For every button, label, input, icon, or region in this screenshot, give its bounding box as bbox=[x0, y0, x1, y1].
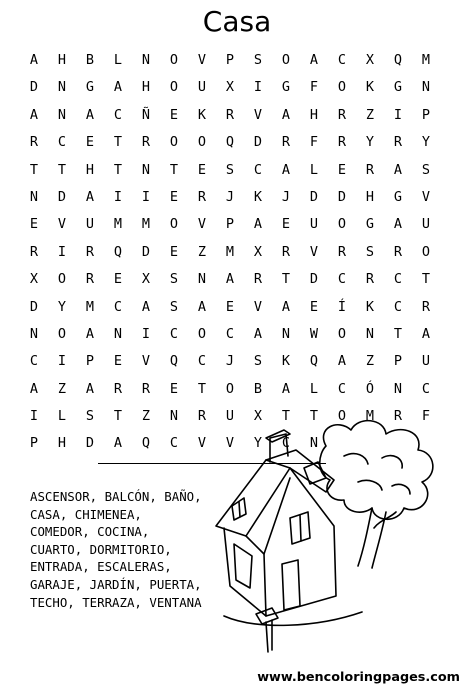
grid-letter: I bbox=[393, 106, 403, 123]
grid-letter: N bbox=[141, 161, 151, 178]
grid-letter: T bbox=[113, 134, 123, 151]
grid-letter: E bbox=[309, 298, 319, 315]
grid-letter: V bbox=[197, 216, 207, 233]
grid-letter: P bbox=[421, 106, 431, 123]
grid-letter: A bbox=[225, 271, 235, 288]
grid-letter: K bbox=[197, 106, 207, 123]
grid-letter: E bbox=[85, 134, 95, 151]
grid-letter: Q bbox=[309, 353, 319, 370]
grid-letter: R bbox=[85, 271, 95, 288]
grid-letter: E bbox=[281, 216, 291, 233]
website-footer: www.bencoloringpages.com bbox=[257, 670, 460, 685]
grid-letter: D bbox=[309, 188, 319, 205]
grid-letter: I bbox=[57, 353, 67, 370]
grid-row bbox=[20, 348, 440, 375]
grid-letter: N bbox=[29, 188, 39, 205]
grid-letter: A bbox=[141, 298, 151, 315]
grid-letter: H bbox=[141, 79, 151, 96]
grid-letter: C bbox=[337, 271, 347, 288]
grid-letter: N bbox=[309, 435, 319, 452]
grid-letter: T bbox=[309, 408, 319, 425]
grid-letter: S bbox=[253, 353, 263, 370]
grid-letter: E bbox=[113, 271, 123, 288]
grid-letter: C bbox=[337, 380, 347, 397]
grid-letter: O bbox=[57, 271, 67, 288]
grid-letter: V bbox=[225, 435, 235, 452]
grid-letter: R bbox=[421, 298, 431, 315]
grid-letter: C bbox=[281, 435, 291, 452]
grid-letter: M bbox=[85, 298, 95, 315]
grid-letter: P bbox=[225, 216, 235, 233]
grid-letter: I bbox=[141, 325, 151, 342]
grid-letter: R bbox=[253, 271, 263, 288]
grid-letter: R bbox=[337, 134, 347, 151]
grid-letter: S bbox=[85, 408, 95, 425]
grid-letter: Q bbox=[393, 52, 403, 68]
word-list-line: CUARTO, DORMITORIO, bbox=[30, 541, 172, 557]
grid-letter: A bbox=[29, 380, 39, 397]
grid-letter: Z bbox=[365, 353, 375, 370]
grid-letter: O bbox=[337, 216, 347, 233]
page-title: Casa bbox=[202, 5, 272, 38]
grid-letter: O bbox=[169, 134, 179, 151]
grid-letter: I bbox=[57, 243, 67, 260]
grid-letter: Y bbox=[57, 298, 67, 315]
grid-letter: Q bbox=[141, 435, 151, 452]
grid-letter: Z bbox=[365, 106, 375, 123]
grid-letter: U bbox=[225, 408, 235, 425]
grid-letter: N bbox=[141, 52, 151, 68]
grid-letter: B bbox=[253, 380, 263, 397]
grid-letter: N bbox=[57, 106, 67, 123]
grid-letter: I bbox=[253, 79, 263, 96]
grid-letter: Y bbox=[421, 134, 431, 151]
grid-letter: H bbox=[85, 161, 95, 178]
grid-letter: C bbox=[29, 353, 39, 370]
grid-row bbox=[20, 184, 440, 211]
grid-letter: E bbox=[169, 380, 179, 397]
grid-letter: N bbox=[29, 325, 39, 342]
grid-letter: A bbox=[253, 325, 263, 342]
grid-letter: G bbox=[393, 79, 403, 96]
grid-letter: T bbox=[281, 271, 291, 288]
grid-letter: D bbox=[309, 271, 319, 288]
grid-letter: M bbox=[141, 216, 151, 233]
grid-letter: H bbox=[365, 188, 375, 205]
grid-letter: M bbox=[113, 216, 123, 233]
grid-letter: V bbox=[421, 188, 431, 205]
grid-row bbox=[20, 211, 440, 238]
grid-row bbox=[20, 157, 440, 184]
grid-letter: O bbox=[225, 380, 235, 397]
grid-letter: C bbox=[253, 161, 263, 178]
grid-letter: K bbox=[365, 298, 375, 315]
grid-letter: R bbox=[197, 408, 207, 425]
grid-letter: P bbox=[85, 353, 95, 370]
grid-letter: A bbox=[393, 216, 403, 233]
grid-letter: C bbox=[337, 52, 347, 68]
grid-letter: R bbox=[281, 134, 291, 151]
word-list-line: ASCENSOR, BALCÓN, BAÑO, bbox=[30, 489, 202, 504]
grid-letter: T bbox=[29, 161, 39, 178]
grid-letter: N bbox=[57, 79, 67, 96]
grid-letter: V bbox=[309, 243, 319, 260]
grid-letter: T bbox=[197, 380, 207, 397]
grid-letter: C bbox=[57, 134, 67, 151]
grid-letter: S bbox=[421, 161, 431, 178]
grid-letter: A bbox=[197, 298, 207, 315]
grid-letter: A bbox=[281, 298, 291, 315]
grid-letter: R bbox=[113, 380, 123, 397]
grid-letter: C bbox=[197, 353, 207, 370]
grid-letter: C bbox=[225, 325, 235, 342]
grid-letter: T bbox=[421, 271, 431, 288]
grid-letter: A bbox=[309, 52, 319, 68]
grid-letter: T bbox=[113, 408, 123, 425]
grid-letter: F bbox=[309, 79, 319, 96]
grid-letter: N bbox=[197, 271, 207, 288]
grid-row bbox=[20, 294, 440, 321]
grid-letter: A bbox=[281, 380, 291, 397]
grid-letter: F bbox=[421, 408, 431, 425]
grid-letter: E bbox=[169, 106, 179, 123]
grid-letter: N bbox=[281, 325, 291, 342]
grid-letter: O bbox=[421, 243, 431, 260]
grid-letter: R bbox=[337, 243, 347, 260]
grid-letter: O bbox=[197, 134, 207, 151]
grid-letter: L bbox=[57, 408, 67, 425]
grid-letter: U bbox=[421, 216, 431, 233]
grid-letter: R bbox=[197, 188, 207, 205]
grid-letter: R bbox=[393, 134, 403, 151]
grid-row bbox=[20, 129, 440, 156]
grid-row bbox=[20, 47, 440, 74]
grid-row bbox=[20, 239, 440, 266]
grid-letter: E bbox=[337, 161, 347, 178]
grid-letter: Z bbox=[141, 408, 151, 425]
grid-letter: A bbox=[85, 325, 95, 342]
grid-row bbox=[20, 266, 440, 293]
grid-letter: J bbox=[281, 188, 291, 205]
grid-letter: N bbox=[421, 79, 431, 96]
grid-letter: D bbox=[29, 79, 39, 96]
word-list-line: GARAJE, JARDÍN, PUERTA, bbox=[30, 576, 202, 592]
grid-letter: V bbox=[141, 353, 151, 370]
grid-letter: D bbox=[141, 243, 151, 260]
grid-letter: F bbox=[309, 134, 319, 151]
word-list-line: ENTRADA, ESCALERAS, bbox=[30, 559, 172, 575]
grid-letter: N bbox=[365, 325, 375, 342]
grid-letter: R bbox=[393, 243, 403, 260]
grid-letter: L bbox=[113, 52, 123, 68]
grid-letter: J bbox=[225, 353, 235, 370]
grid-letter: Q bbox=[225, 134, 235, 151]
grid-letter: U bbox=[85, 216, 95, 233]
grid-letter: I bbox=[141, 188, 151, 205]
grid-letter: R bbox=[225, 106, 235, 123]
grid-letter: K bbox=[253, 188, 263, 205]
grid-letter: M bbox=[225, 243, 235, 260]
grid-letter: M bbox=[365, 408, 375, 425]
grid-letter: E bbox=[197, 161, 207, 178]
grid-letter: A bbox=[253, 216, 263, 233]
grid-letter: S bbox=[169, 298, 179, 315]
grid-letter: O bbox=[169, 216, 179, 233]
grid-letter: C bbox=[421, 380, 431, 397]
grid-row bbox=[20, 376, 440, 403]
grid-letter: D bbox=[337, 188, 347, 205]
grid-letter: X bbox=[141, 271, 151, 288]
grid-letter: G bbox=[393, 188, 403, 205]
grid-letter: D bbox=[57, 188, 67, 205]
grid-letter: R bbox=[365, 271, 375, 288]
grid-letter: X bbox=[365, 52, 375, 68]
grid-letter: P bbox=[393, 353, 403, 370]
grid-letter: Í bbox=[337, 298, 347, 315]
grid-letter: U bbox=[309, 216, 319, 233]
grid-letter: S bbox=[225, 161, 235, 178]
grid-letter: D bbox=[253, 134, 263, 151]
grid-letter: W bbox=[309, 325, 319, 342]
grid-letter: R bbox=[85, 243, 95, 260]
grid-letter: G bbox=[281, 79, 291, 96]
grid-letter: R bbox=[365, 161, 375, 178]
grid-letter: O bbox=[197, 325, 207, 342]
grid-letter: U bbox=[421, 353, 431, 370]
grid-letter: A bbox=[281, 106, 291, 123]
grid-letter: N bbox=[169, 408, 179, 425]
grid-letter: E bbox=[169, 243, 179, 260]
grid-letter: R bbox=[141, 380, 151, 397]
grid-letter: N bbox=[393, 380, 403, 397]
grid-letter: D bbox=[29, 298, 39, 315]
grid-letter: T bbox=[57, 161, 67, 178]
grid-letter: L bbox=[309, 380, 319, 397]
grid-letter: A bbox=[85, 106, 95, 123]
grid-letter: J bbox=[225, 188, 235, 205]
grid-letter: C bbox=[113, 298, 123, 315]
grid-letter: C bbox=[393, 271, 403, 288]
grid-letter: Y bbox=[253, 435, 263, 452]
grid-letter: S bbox=[169, 271, 179, 288]
grid-letter: R bbox=[29, 243, 39, 260]
grid-letter: O bbox=[169, 79, 179, 96]
grid-letter: T bbox=[169, 161, 179, 178]
word-list-line: COMEDOR, COCINA, bbox=[30, 524, 150, 540]
grid-letter: O bbox=[337, 79, 347, 96]
grid-letter: X bbox=[253, 243, 263, 260]
grid-letter: K bbox=[281, 353, 291, 370]
grid-letter: T bbox=[113, 161, 123, 178]
grid-letter: I bbox=[113, 188, 123, 205]
grid-letter: Q bbox=[169, 353, 179, 370]
grid-letter: O bbox=[169, 52, 179, 68]
grid-letter: A bbox=[85, 188, 95, 205]
grid-letter: R bbox=[29, 134, 39, 151]
grid-letter: A bbox=[421, 325, 431, 342]
grid-letter: V bbox=[57, 216, 67, 233]
word-list-line: CASA, CHIMENEA, bbox=[30, 506, 142, 522]
grid-letter: T bbox=[393, 325, 403, 342]
grid-letter: Y bbox=[365, 134, 375, 151]
grid-letter: G bbox=[365, 216, 375, 233]
grid-letter: C bbox=[169, 325, 179, 342]
word-list-line: TECHO, TERRAZA, VENTANA bbox=[30, 594, 202, 610]
grid-letter: V bbox=[197, 435, 207, 452]
grid-row bbox=[20, 321, 440, 348]
grid-letter: A bbox=[337, 353, 347, 370]
grid-letter: R bbox=[141, 134, 151, 151]
grid-letter: H bbox=[57, 52, 67, 68]
grid-letter: V bbox=[253, 298, 263, 315]
grid-letter: M bbox=[421, 52, 431, 68]
grid-letter: C bbox=[169, 435, 179, 452]
grid-letter: Z bbox=[57, 380, 67, 397]
grid-letter: O bbox=[281, 52, 291, 68]
grid-letter: N bbox=[113, 325, 123, 342]
grid-letter: V bbox=[197, 52, 207, 68]
grid-letter: A bbox=[113, 435, 123, 452]
grid-letter: P bbox=[225, 52, 235, 68]
grid-letter: C bbox=[113, 106, 123, 123]
grid-letter: H bbox=[309, 106, 319, 123]
grid-letter: R bbox=[337, 106, 347, 123]
grid-letter: U bbox=[197, 79, 207, 96]
grid-row bbox=[20, 74, 440, 101]
house-illustration bbox=[186, 416, 456, 666]
grid-letter: X bbox=[29, 271, 39, 288]
grid-row bbox=[20, 102, 440, 129]
grid-letter: O bbox=[57, 325, 67, 342]
grid-letter: A bbox=[29, 106, 39, 123]
grid-letter: E bbox=[225, 298, 235, 315]
grid-letter: Ó bbox=[365, 380, 375, 397]
grid-letter: E bbox=[169, 188, 179, 205]
grid-letter: T bbox=[281, 408, 291, 425]
grid-letter: Ñ bbox=[141, 106, 151, 123]
grid-letter: A bbox=[85, 380, 95, 397]
grid-letter: X bbox=[225, 79, 235, 96]
grid-letter: O bbox=[337, 325, 347, 342]
grid-letter: A bbox=[29, 52, 39, 68]
word-search-grid bbox=[20, 47, 440, 458]
grid-letter: G bbox=[85, 79, 95, 96]
grid-letter: V bbox=[253, 106, 263, 123]
grid-letter: K bbox=[365, 79, 375, 96]
grid-letter: Z bbox=[197, 243, 207, 260]
grid-letter: L bbox=[309, 161, 319, 178]
grid-letter: R bbox=[393, 408, 403, 425]
grid-letter: E bbox=[29, 216, 39, 233]
grid-letter: B bbox=[85, 52, 95, 68]
grid-letter: O bbox=[337, 408, 347, 425]
grid-letter: S bbox=[253, 52, 263, 68]
grid-letter: A bbox=[393, 161, 403, 178]
grid-letter: E bbox=[113, 353, 123, 370]
grid-letter: R bbox=[281, 243, 291, 260]
grid-letter: X bbox=[253, 408, 263, 425]
grid-letter: Q bbox=[113, 243, 123, 260]
grid-letter: A bbox=[281, 161, 291, 178]
grid-letter: I bbox=[29, 408, 39, 425]
grid-letter: D bbox=[85, 435, 95, 452]
grid-letter: A bbox=[113, 79, 123, 96]
grid-letter: S bbox=[365, 243, 375, 260]
grid-letter: H bbox=[57, 435, 67, 452]
grid-letter: P bbox=[29, 435, 39, 452]
grid-letter: C bbox=[393, 298, 403, 315]
